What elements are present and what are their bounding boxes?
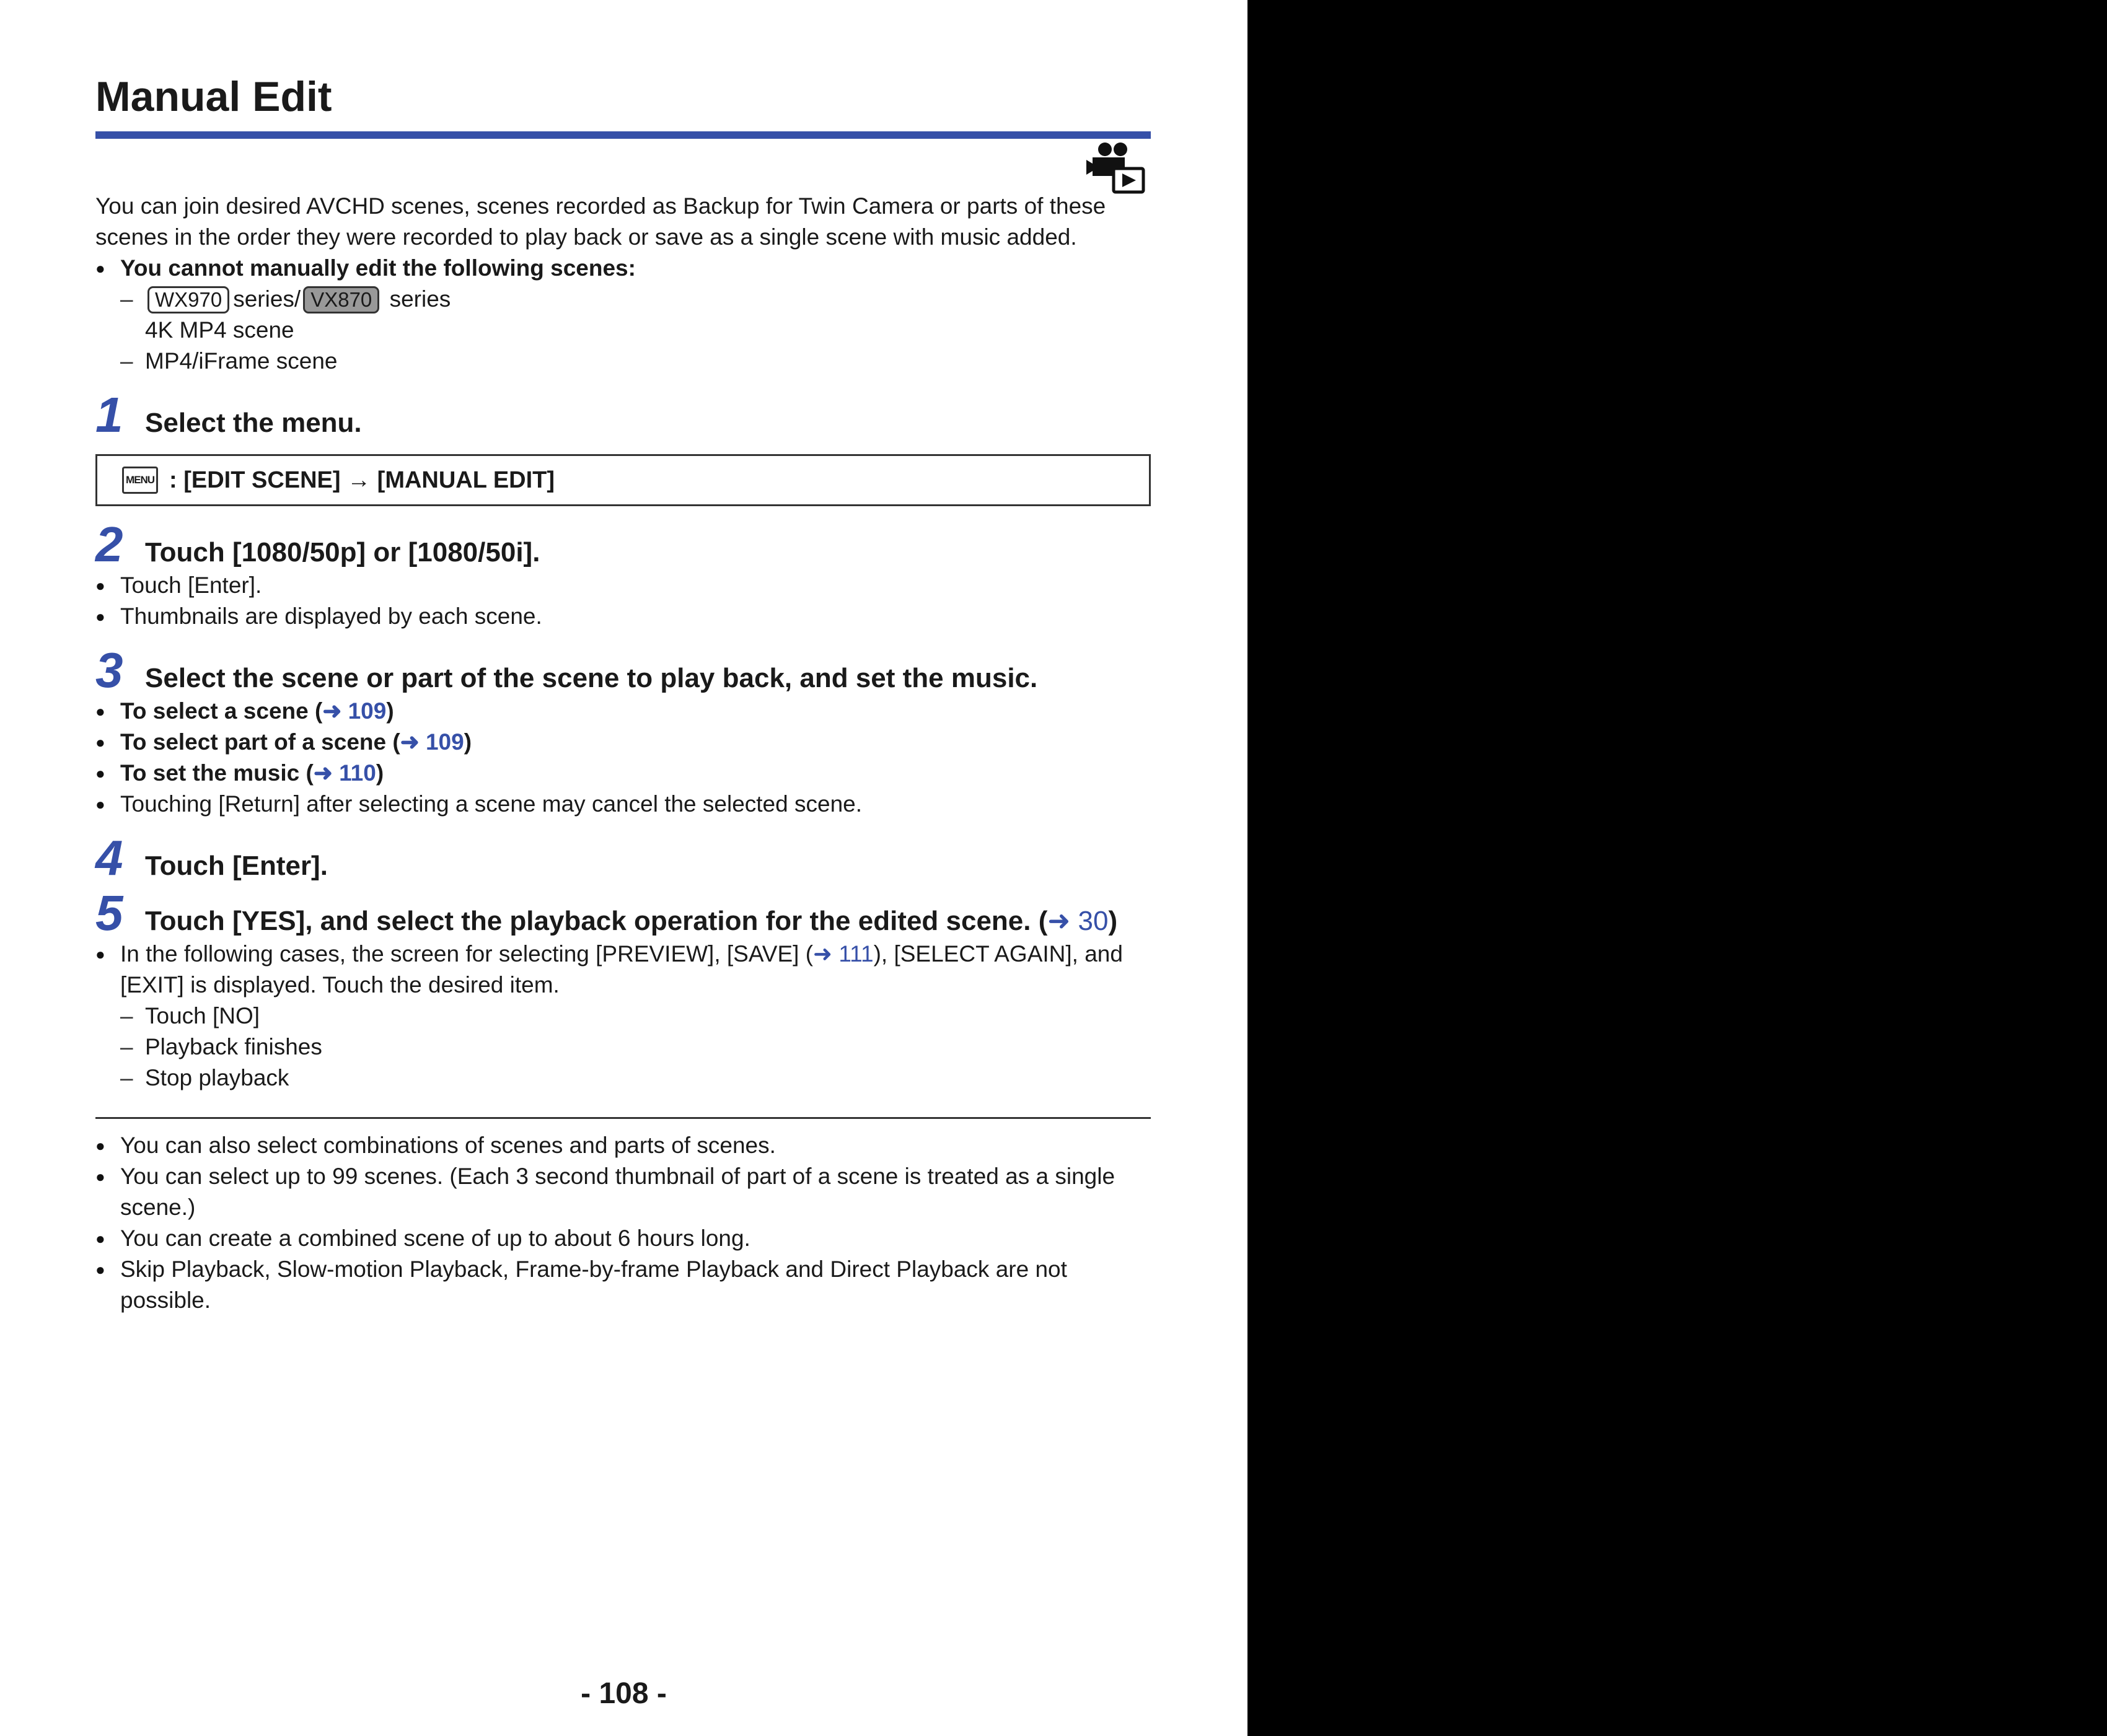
step-3-notes: [95, 696, 1151, 820]
step-heading: Touch [Enter].: [145, 851, 328, 881]
list-item: – Touch [NO]: [120, 1001, 1151, 1032]
arrow-icon: ➜: [813, 941, 833, 967]
video-playback-mode-icon: [1086, 141, 1146, 195]
model-tag-wx970: WX970: [147, 286, 229, 313]
list-item: ● Skip Playback, Slow-motion Playback, Frame-by-frame Playback and Direct Playback are not possible.: [95, 1254, 1151, 1316]
page-ref-link[interactable]: ➜ 109: [322, 698, 387, 724]
page-number: - 108 -: [581, 1677, 667, 1710]
list-item: ● You can also select combinations of scenes and parts of scenes.: [95, 1130, 1151, 1161]
restriction-list: [95, 253, 1151, 377]
step-number: 3: [95, 642, 123, 698]
step-heading: Touch [YES], and select the playback operation for the edited scene. (➜ 30): [145, 906, 1118, 936]
arrow-icon: ➜: [1047, 906, 1071, 936]
step-4: [95, 830, 1151, 885]
step-number: 4: [95, 830, 123, 885]
step-2-notes: [95, 570, 1151, 632]
step-number: 5: [95, 885, 123, 940]
title-underline: [95, 131, 1151, 139]
page-ref-link[interactable]: ➜ 30: [1047, 906, 1109, 936]
model-tag-vx870: VX870: [303, 286, 379, 313]
restriction-heading: ● You cannot manually edit the following scenes: – WX970 series/ VX870 series 4K MP4 scene – MP4/iFrame scene: [95, 253, 1151, 377]
arrow-icon: ➜: [313, 760, 333, 786]
step-1: [95, 387, 1151, 442]
list-item: ● You can create a combined scene of up to about 6 hours long.: [95, 1223, 1151, 1254]
list-item: ● You can select up to 99 scenes. (Each 3 second thumbnail of part of a scene is treated as a single scene.): [95, 1161, 1151, 1223]
list-item: ● Touching [Return] after selecting a scene may cancel the selected scene.: [95, 789, 1151, 820]
step-5-notes: [95, 939, 1151, 1094]
list-item: ● To select part of a scene (➜ 109): [95, 727, 1151, 758]
step-3: [95, 642, 1151, 698]
list-item: ● To set the music (➜ 110): [95, 758, 1151, 789]
list-item: ● Thumbnails are displayed by each scene.: [95, 601, 1151, 632]
list-item: ● In the following cases, the screen for selecting [PREVIEW], [SAVE] (➜ 111), [SELECT AGAIN], and [EXIT] is displayed. Touch the desired item. – Touch [NO] – Playback finishes – Stop playback: [95, 939, 1151, 1094]
restricted-scenes: [120, 284, 1151, 377]
arrow-icon: ➜: [322, 698, 342, 724]
section-divider: [95, 1117, 1151, 1119]
list-item: – Playback finishes: [120, 1032, 1151, 1063]
step-2: [95, 517, 1151, 572]
step-number: 1: [95, 387, 123, 442]
menu-path: : [EDIT SCENE] → [MANUAL EDIT]: [169, 467, 555, 493]
page-ref-link[interactable]: ➜ 110: [313, 760, 376, 786]
page-content: [95, 68, 1151, 1316]
notes-list: [95, 1130, 1151, 1316]
step-heading: Select the menu.: [145, 408, 362, 438]
menu-path-box: [95, 454, 1151, 506]
step-5: [95, 885, 1151, 940]
step-heading: Touch [1080/50p] or [1080/50i].: [145, 537, 540, 568]
menu-icon: MENU: [122, 467, 158, 494]
page-title: Manual Edit: [95, 73, 332, 120]
list-item: ● To select a scene (➜ 109): [95, 696, 1151, 727]
case-list: [120, 1001, 1151, 1094]
page-ref-link[interactable]: ➜ 111: [813, 941, 874, 967]
restricted-item-mp4: – MP4/iFrame scene: [120, 346, 1151, 377]
restricted-item-4k: – WX970 series/ VX870 series 4K MP4 scene: [120, 284, 1151, 346]
list-item: ● Touch [Enter].: [95, 570, 1151, 601]
page-ref-link[interactable]: ➜ 109: [400, 729, 464, 755]
step-heading: Select the scene or part of the scene to play back, and set the music.: [145, 663, 1038, 693]
list-item: – Stop playback: [120, 1063, 1151, 1094]
step-number: 2: [95, 517, 123, 572]
intro-text: You can join desired AVCHD scenes, scenes recorded as Backup for Twin Camera or parts of these scenes in the order they were recorded to play back or save as a single scene with music added.: [95, 193, 1106, 250]
arrow-icon: ➜: [400, 729, 420, 755]
